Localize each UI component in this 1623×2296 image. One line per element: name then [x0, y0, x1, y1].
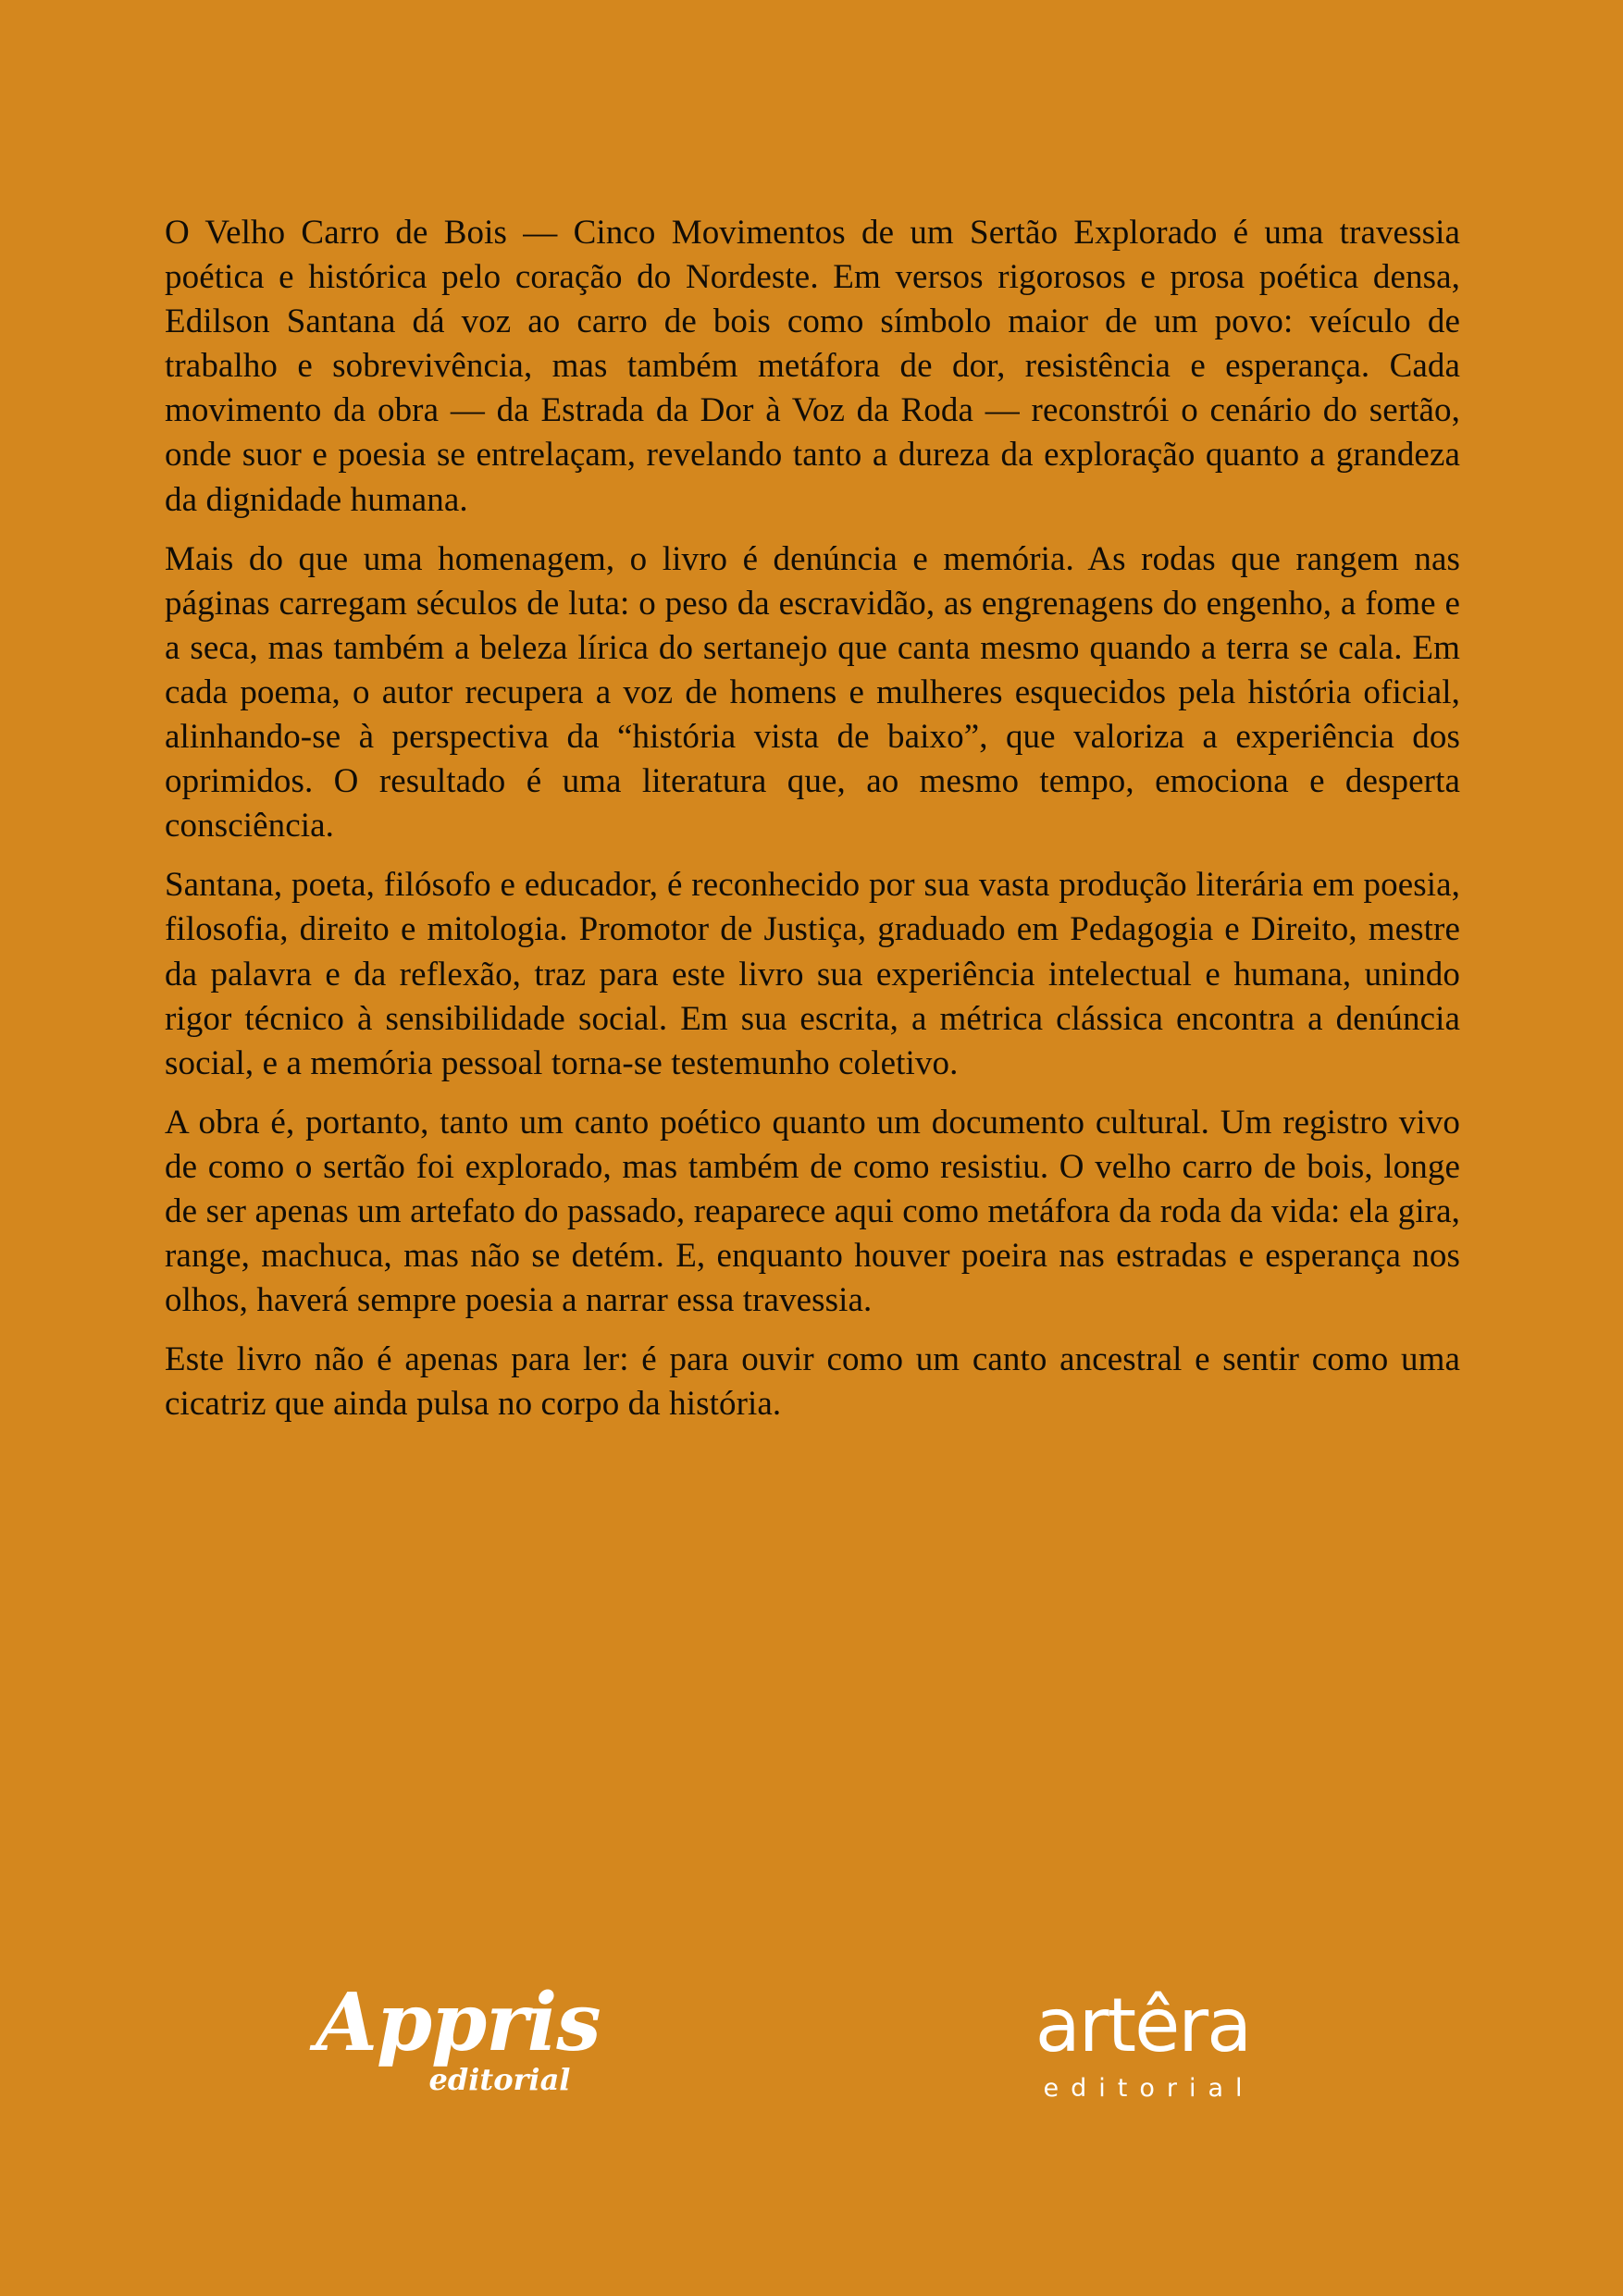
artera-logo-wordmark: artêra	[1035, 1982, 1251, 2068]
appris-logo-tagline: editorial	[428, 2062, 571, 2097]
blurb-paragraph-3: Santana, poeta, filósofo e educador, é reconhecido por sua vasta produção literária em poesia, filosofia, direito e mitologia. Promotor de Justiça, graduado em Pedagogia e Direito, mestre da palavra e da reflexão, traz para este livro sua experiência intelectual e humana, unindo rigor técnico à sensibilidade social. Em sua escrita, a métrica clássica encontra a denúncia social, e a memória pessoal torna-se testemunho coletivo.	[165, 866, 1460, 1082]
artera-logo	[962, 1982, 1323, 2103]
blurb-paragraph-5: Este livro não é apenas para ler: é para ouvir como um canto ancestral e sentir como uma cicatriz que ainda pulsa no corpo da história.	[165, 1340, 1460, 1424]
blurb-paragraph-1: O Velho Carro de Bois — Cinco Movimentos de um Sertão Explorado é uma travessia poética e histórica pelo coração do Nordeste. Em versos rigorosos e prosa poética densa, Edilson Santana dá voz ao carro de bois como símbolo maior de um povo: veículo de trabalho e sobrevivência, mas também metáfora de dor, resistência e esperança. Cada movimento da obra — da Estrada da Dor à Voz da Roda — reconstrói o cenário do sertão, onde suor e poesia se entrelaçam, revelando tanto a dureza da exploração quanto a grandeza da dignidade humana.	[165, 214, 1460, 519]
appris-logo-wordmark: Appris	[316, 1976, 601, 2069]
blurb-text-block	[165, 211, 1460, 1426]
publisher-logos	[0, 1976, 1623, 2178]
blurb-paragraph-4: A obra é, portanto, tanto um canto poético quanto um documento cultural. Um registro vivo de como o sertão foi explorado, mas também de como resistiu. O velho carro de bois, longe de ser apenas um artefato do passado, reaparece aqui como metáfora da roda da vida: ela gira, range, machuca, mas não se detém. E, enquanto houver poeira nas estradas e esperança nos olhos, haverá sempre poesia a narrar essa travessia.	[165, 1103, 1460, 1320]
artera-logo-tagline: editorial	[1043, 2074, 1255, 2103]
appris-logo	[305, 1976, 611, 2097]
blurb-paragraph-2: Mais do que uma homenagem, o livro é denúncia e memória. As rodas que rangem nas páginas carregam séculos de luta: o peso da escravidão, as engrenagens do engenho, a fome e a seca, mas também a beleza lírica do sertanejo que canta mesmo quando a terra se cala. Em cada poema, o autor recupera a voz de homens e mulheres esquecidos pela história oficial, alinhando-se à perspectiva da “história vista de baixo”, que valoriza a experiência dos oprimidos. O resultado é uma literatura que, ao mesmo tempo, emociona e desperta consciência.	[165, 539, 1460, 846]
